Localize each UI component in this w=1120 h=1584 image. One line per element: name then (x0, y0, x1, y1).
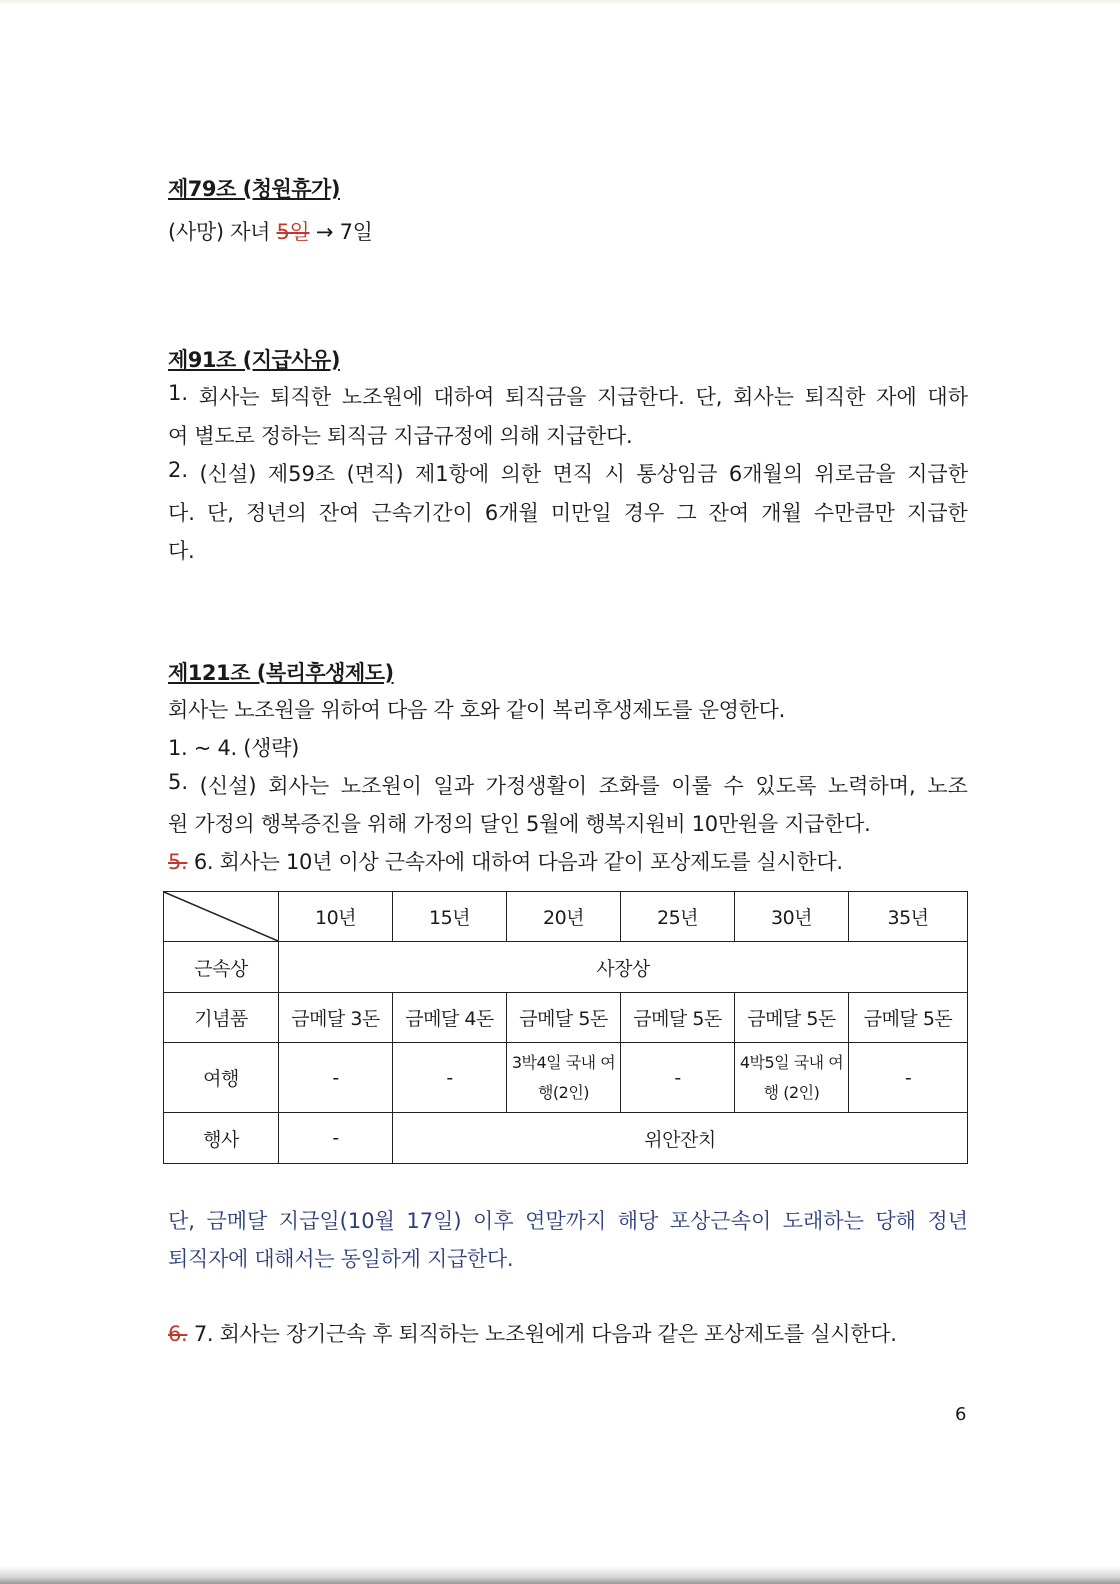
word: 노력하며, (827, 774, 916, 798)
word: 단, (168, 1209, 195, 1233)
article-121-item1-4: 1. ~ 4. (생략) (168, 736, 300, 760)
scan-edge-top (0, 0, 1120, 6)
struck-value: 5일 (276, 220, 310, 244)
article-121-item6: 5. 6. 회사는 10년 이상 근속자에 대하여 다음과 같이 포상제도를 실시한다. (168, 850, 843, 874)
word: 2. (168, 458, 189, 482)
word: 통상임금 (636, 462, 718, 486)
year-header: 15년 (393, 892, 507, 942)
word: 5. (168, 770, 189, 794)
article-91-p1-line2: 여 별도로 정하는 퇴직금 지급규정에 의해 지급한다. (168, 424, 633, 448)
gift-cell: 금메달 5돈 (621, 993, 735, 1043)
word: 그 (676, 501, 697, 525)
article-121-item7: 6. 7. 회사는 장기근속 후 퇴직하는 노조원에게 다음과 같은 포상제도를 실시한다. (168, 1322, 897, 1346)
word: 6개월의 (728, 462, 804, 486)
word: 다. (168, 501, 195, 525)
word: 개월 (761, 501, 802, 525)
word: 노조원에 (341, 385, 423, 409)
word: 이룰 (671, 774, 712, 798)
word: 경우 (623, 501, 665, 525)
row-label: 여행 (164, 1043, 279, 1113)
word: 일과 (433, 774, 475, 798)
scan-edge-bottom (0, 1566, 1120, 1584)
long-service-reward-table (163, 891, 968, 1164)
year-header: 35년 (849, 892, 968, 942)
word: 퇴직금을 (505, 385, 587, 409)
row-label: 행사 (164, 1113, 279, 1164)
travel-cell: - (393, 1043, 507, 1113)
award-value: 사장상 (279, 942, 968, 993)
table-header-row (164, 892, 968, 942)
article-79-line: (사망) 자녀 5일 → 7일 (168, 220, 373, 244)
page-number: 6 (955, 1404, 967, 1425)
travel-cell: 4박5일 국내 여행 (2인) (735, 1043, 849, 1113)
travel-cell: - (279, 1043, 393, 1113)
table-row-travel (164, 1043, 968, 1113)
year-header: 10년 (279, 892, 393, 942)
struck-number: 5. (168, 850, 188, 874)
word: 근속기간이 (371, 501, 473, 525)
word: 회사는 (733, 385, 794, 409)
word: 포상근속이 (669, 1209, 772, 1233)
word: 도래하는 (782, 1209, 864, 1233)
event-cell: - (279, 1113, 393, 1164)
event-cell: 위안잔치 (393, 1113, 968, 1164)
word: 지급일(10월 (278, 1209, 395, 1233)
word: 수만큼만 (813, 501, 895, 525)
article-121-intro: 회사는 노조원을 위하여 다음 각 호와 같이 복리후생제도를 운영한다. (168, 698, 785, 722)
word: 연말까지 (525, 1209, 607, 1233)
word: 6개월 (484, 501, 539, 525)
article-91-p1-line1 (168, 381, 968, 411)
gift-cell: 금메달 3돈 (279, 993, 393, 1043)
word: 지급한다. (596, 385, 685, 409)
word: (신설) (199, 774, 257, 798)
gift-cell: 금메달 4돈 (393, 993, 507, 1043)
word: 해당 (617, 1209, 659, 1233)
word: 금메달 (206, 1209, 268, 1233)
year-header: 25년 (621, 892, 735, 942)
word: 제59조 (267, 462, 336, 486)
word: 잔여 (708, 501, 750, 525)
travel-cell: - (621, 1043, 735, 1113)
article-91-heading: 제91조 (지급사유) (168, 348, 340, 372)
word: 지급한 (906, 501, 968, 525)
word: 노조 (927, 774, 968, 798)
word: 1. (168, 381, 189, 405)
article-121-heading: 제121조 (복리후생제도) (168, 661, 394, 685)
word: 수 (723, 774, 744, 798)
word: 17일) (406, 1209, 462, 1233)
word: 이후 (473, 1209, 514, 1233)
word: 의한 (500, 462, 542, 486)
word: 정년 (927, 1209, 968, 1233)
struck-number: 6. (168, 1322, 188, 1346)
gift-cell: 금메달 5돈 (735, 993, 849, 1043)
year-header: 30년 (735, 892, 849, 942)
word: 있도록 (755, 774, 817, 798)
word: 퇴직한 (804, 385, 866, 409)
article-121-item5-line2: 원 가정의 행복증진을 위해 가정의 달인 5월에 행복지원비 10만원을 지급한다. (168, 812, 871, 836)
year-header: 20년 (507, 892, 621, 942)
word: 대하여 (433, 385, 495, 409)
word: (신설) (199, 462, 257, 486)
article-121-item5-line1 (168, 770, 968, 800)
gift-cell: 금메달 5돈 (849, 993, 968, 1043)
word: 위로금을 (814, 462, 896, 486)
travel-cell: 3박4일 국내 여행(2인) (507, 1043, 621, 1113)
word: 회사는 (198, 385, 260, 409)
article-91-p2-line2 (168, 497, 968, 527)
table-corner-cell (164, 892, 279, 942)
word: 정년의 (245, 501, 307, 525)
gift-cell: 금메달 5돈 (507, 993, 621, 1043)
word: 미만일 (550, 501, 612, 525)
table-row-event (164, 1113, 968, 1164)
travel-cell: - (849, 1043, 968, 1113)
word: 자에 (876, 385, 917, 409)
word: 대하 (927, 385, 968, 409)
article-91-p2-line3: 다. (168, 539, 195, 563)
table-row-award (164, 942, 968, 993)
word: 지급한 (907, 462, 968, 486)
word: 퇴직한 (270, 385, 332, 409)
word: 시 (604, 462, 625, 486)
note-line2: 퇴직자에 대해서는 동일하게 지급한다. (168, 1247, 514, 1271)
word: 회사는 (268, 774, 330, 798)
diagonal-line (164, 892, 278, 941)
word: 노조원이 (340, 774, 422, 798)
word: 면직 (552, 462, 594, 486)
word: 당해 (875, 1209, 916, 1233)
row-label: 근속상 (164, 942, 279, 993)
word: 가정생활이 (485, 774, 588, 798)
word: 단, (695, 385, 723, 409)
word: 잔여 (318, 501, 360, 525)
table-row-gift (164, 993, 968, 1043)
word: 조화를 (598, 774, 660, 798)
word: (면직) (346, 462, 404, 486)
article-91-p2-line1 (168, 458, 968, 488)
word: 제1항에 (414, 462, 490, 486)
row-label: 기념품 (164, 993, 279, 1043)
article-79-heading: 제79조 (청원휴가) (168, 177, 340, 201)
word: 단, (206, 501, 234, 525)
note-line1 (168, 1205, 968, 1235)
